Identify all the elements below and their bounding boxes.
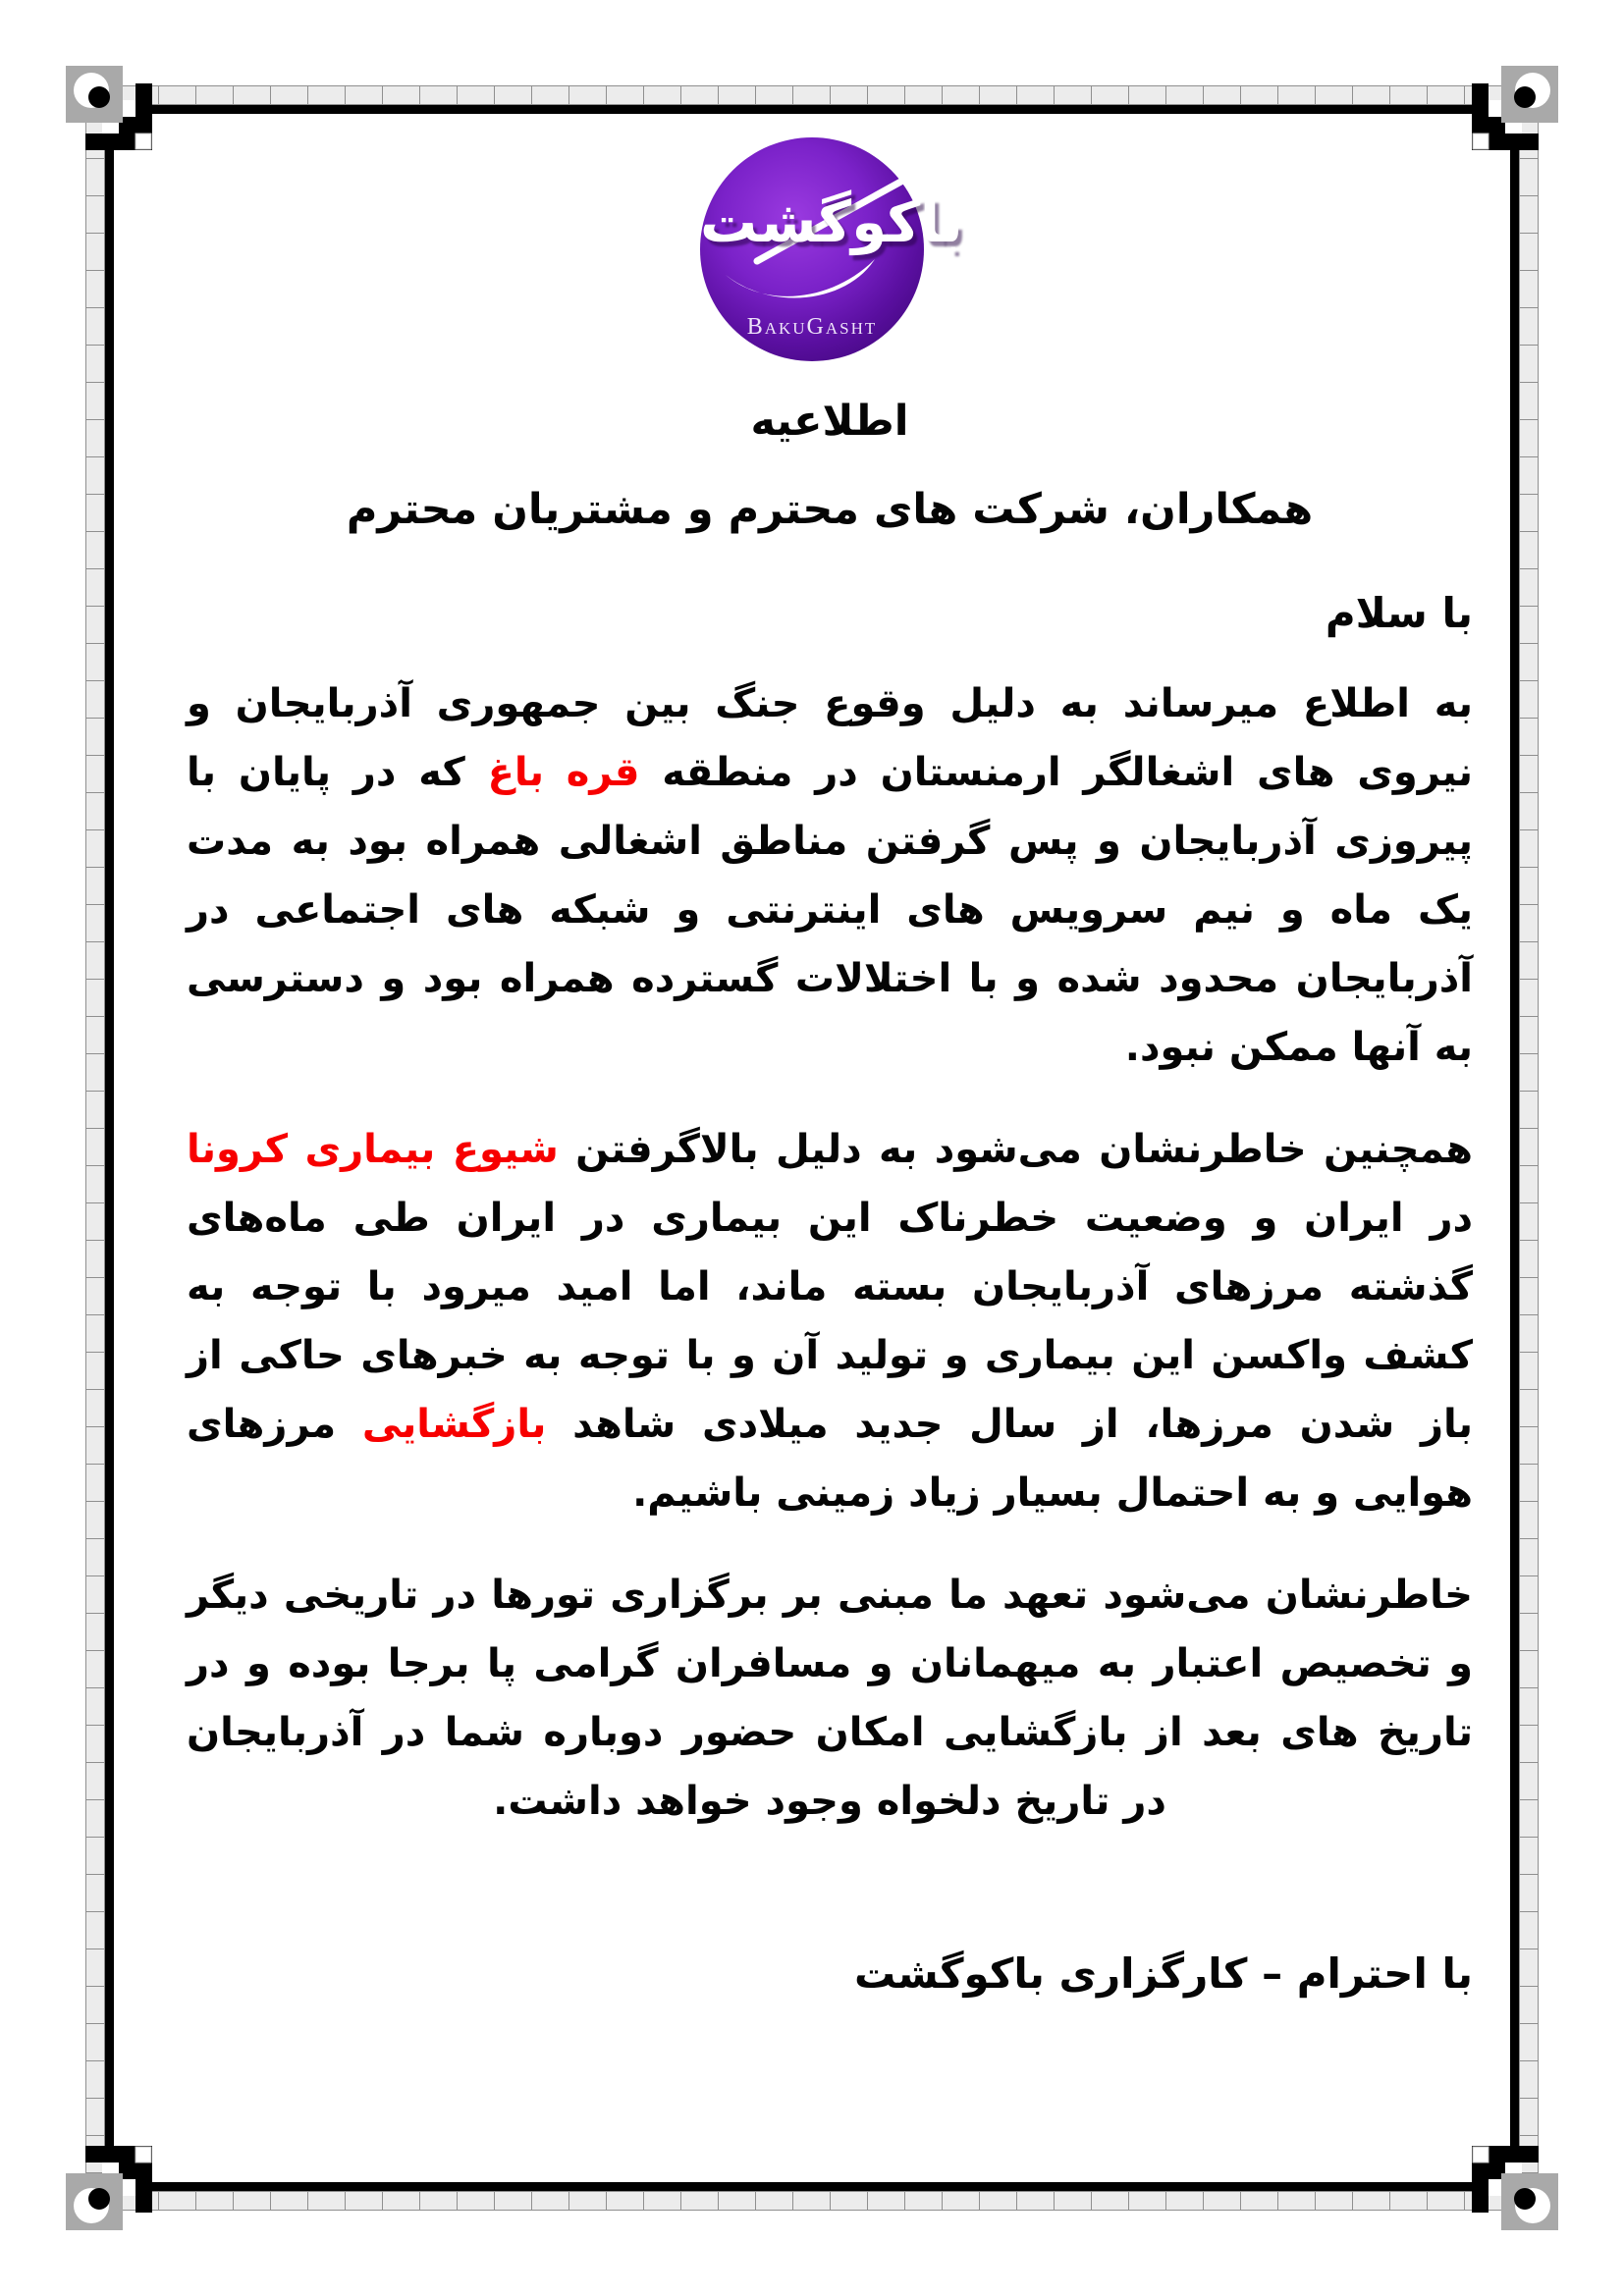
letter-body [187, 391, 1473, 2004]
paragraph-text: در ایران و وضعیت خطرناک این بیماری در ایران طی ماه‌های گذشته مرزهای آذربایجان بسته ماند، اما امید میرود با توجه به کشف واکسن این بیماری و تولید آن و با توجه به خبرهای حاکی از باز شدن مرزها، از سال جدید میلادی شاهد [187, 1196, 1474, 1447]
highlight-karabakh: قره باغ [487, 750, 640, 795]
highlight-corona-outbreak: شیوع بیماری کرونا [187, 1127, 559, 1172]
signature-line: با احترام – کارگزاری باکوگشت [853, 1949, 1473, 1998]
corner-circle-icon [74, 73, 109, 108]
corner-dot-icon [1514, 86, 1536, 108]
border-brick-band-top [121, 85, 1503, 105]
paragraph-corona [187, 1115, 1473, 1527]
corner-medallion [66, 2173, 123, 2230]
page-title: اطلاعیه [750, 397, 909, 446]
corner-medallion [1501, 66, 1558, 123]
border-black-line-top [137, 105, 1487, 114]
corner-circle-icon [1515, 73, 1550, 108]
logo-persian-wordmark: باکوگشت [700, 188, 963, 255]
corner-circle-icon [1515, 2188, 1550, 2223]
corner-dot-icon [88, 86, 110, 108]
bakugasht-logo [700, 137, 963, 361]
paragraph-commitment: خاطرنشان می‌شود تعهد ما مبنی بر برگزاری تورها در تاریخی دیگر و تخصیص اعتبار به میهمانان و مسافران گرامی پا برجا بوده و در تاریخ های بعد از بازگشایی امکان حضور دوباره شما در آذربایجان در تاریخ دلخواه وجود خواهد داشت. [187, 1573, 1473, 1824]
border-brick-band-bottom [121, 2191, 1503, 2211]
corner-circle-icon [74, 2188, 109, 2223]
corner-medallion [66, 66, 123, 123]
corner-dot-icon [88, 2188, 110, 2210]
paragraph-war [187, 669, 1473, 1082]
addressee-line: همکاران، شرکت های محترم و مشتریان محترم [346, 485, 1314, 534]
border-black-line-bottom [137, 2182, 1487, 2191]
corner-dot-icon [1514, 2188, 1536, 2210]
border-brick-band-left [85, 121, 105, 2175]
paragraph-text: همچنین خاطرنشان می‌شود به دلیل بالاگرفتن [558, 1127, 1473, 1172]
corner-medallion [1501, 2173, 1558, 2230]
border-black-line-left [105, 137, 114, 2159]
greeting-line: با سلام [1325, 589, 1473, 637]
paragraph-text: مرزهای هوایی و به احتمال بسیار زیاد زمینی باشیم. [187, 1402, 1473, 1516]
highlight-reopening: بازگشایی [361, 1402, 547, 1447]
paragraph-text: به اطلاع میرساند به دلیل وقوع جنگ بین جمهوری آذربایجان و نیروی های اشغالگر ارمنستان در منطقه [187, 681, 1474, 795]
border-brick-band-right [1519, 121, 1539, 2175]
paragraph-text: که در پایان با پیروزی آذربایجان و پس گرفتن مناطق اشغالی همراه بود به مدت یک ماه و نیم سرویس های اینترنتی و شبکه های اجتماعی در آذربایجان محدود شده و با اختلالات گسترده همراه بود و دسترسی به آنها ممکن نبود. [187, 750, 1473, 1070]
border-black-line-right [1510, 137, 1519, 2159]
logo-latin-wordmark: BakuGasht [746, 314, 878, 340]
